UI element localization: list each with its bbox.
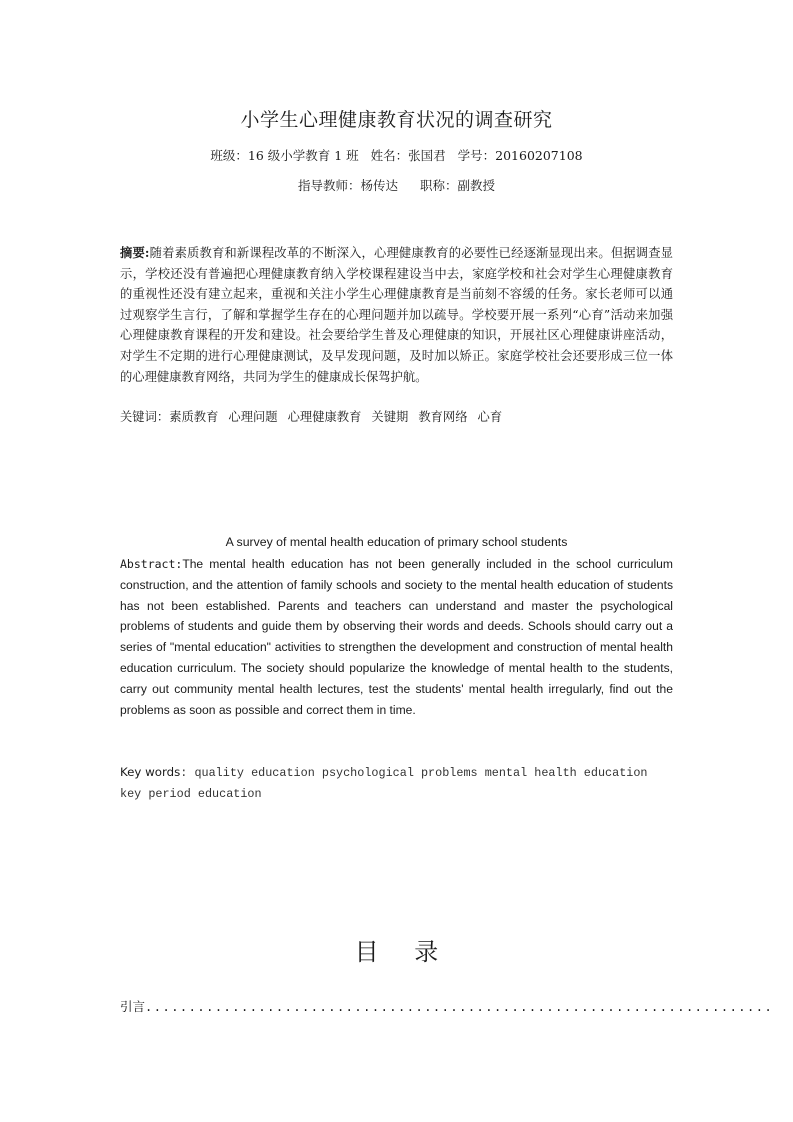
paper-title: 小学生心理健康教育状况的调查研究: [240, 109, 553, 131]
student-id-label: 学号：20160207108: [457, 148, 583, 163]
keyword-item: 教育网络: [418, 410, 468, 424]
class-label: 班级：16 级小学教育 1 班: [210, 148, 359, 163]
english-title: A survey of mental health education of primary school students: [225, 535, 568, 549]
advisor-info-line: [0, 176, 793, 194]
abstract-en-text: The mental health education has not been generally included in the school curriculum construction, and the attention of family schools and society to the mental health education of students has not been established. Parents and teachers can understand and master the psychological problems of students and guide them by observing their words and deeds. Schools should carry out a series of "mental education" activities to strengthen the development and construction of mental health education curriculum. The society should popularize the knowledge of mental health to the students, carry out community mental health lectures, test the students' mental health irregularly, find out the problems as soon as possible and correct them in time.: [120, 557, 673, 717]
author-info-line: [0, 146, 793, 164]
keyword-item: 素质教育: [169, 410, 219, 424]
chinese-keywords: [120, 407, 673, 427]
abstract-cn-label: 摘要:: [120, 245, 150, 260]
keyword-item: 心育: [477, 410, 503, 424]
toc-entry-label: 引言: [120, 999, 146, 1014]
keywords-cn-label: 关键词：: [120, 410, 170, 424]
english-abstract: [120, 554, 673, 720]
toc-entry-introduction[interactable]: [120, 997, 774, 1015]
abstract-cn-text: 随着素质教育和新课程改革的不断深入，心理健康教育的必要性已经逐渐显现出来。但据调查显示，学校还没有普遍把心理健康教育纳入学校课程建设当中去，家庭学校和社会对学生心理健康教育的重视性还没有建立起来，重视和关注小学生心理健康教育是当前刻不容缓的任务。家长老师可以通过观察学生言行，了解和掌握学生存在的心理问题并加以疏导。学校要开展一系列“心育”活动来加强心理健康教育课程的开发和建设。社会要给学生普及心理健康的知识，开展社区心理健康讲座活动，对学生不定期的进行心理健康测试，及早发现问题，及时加以矫正。家庭学校社会还要形成三位一体的心理健康教育网络，共同为学生的健康成长保驾护航。: [120, 246, 673, 384]
chinese-abstract: [120, 243, 673, 387]
keywords-en-text: : quality education psychological problems mental health education key period education: [120, 766, 648, 801]
keywords-en-label: Key words: [120, 765, 181, 779]
toc-title: 目 录: [354, 938, 453, 966]
toc-dot-leader: ........................................................................: [145, 1000, 774, 1014]
name-label: 姓名：张国君: [370, 148, 446, 163]
abstract-en-label: Abstract:: [120, 557, 183, 571]
keyword-item: 关键期: [371, 410, 409, 424]
keyword-item: 心理问题: [228, 410, 278, 424]
rank-label: 职称：副教授: [419, 178, 495, 193]
keyword-item: 心理健康教育: [287, 410, 362, 424]
english-keywords: [120, 762, 673, 805]
advisor-label: 指导教师：杨传达: [297, 178, 398, 193]
